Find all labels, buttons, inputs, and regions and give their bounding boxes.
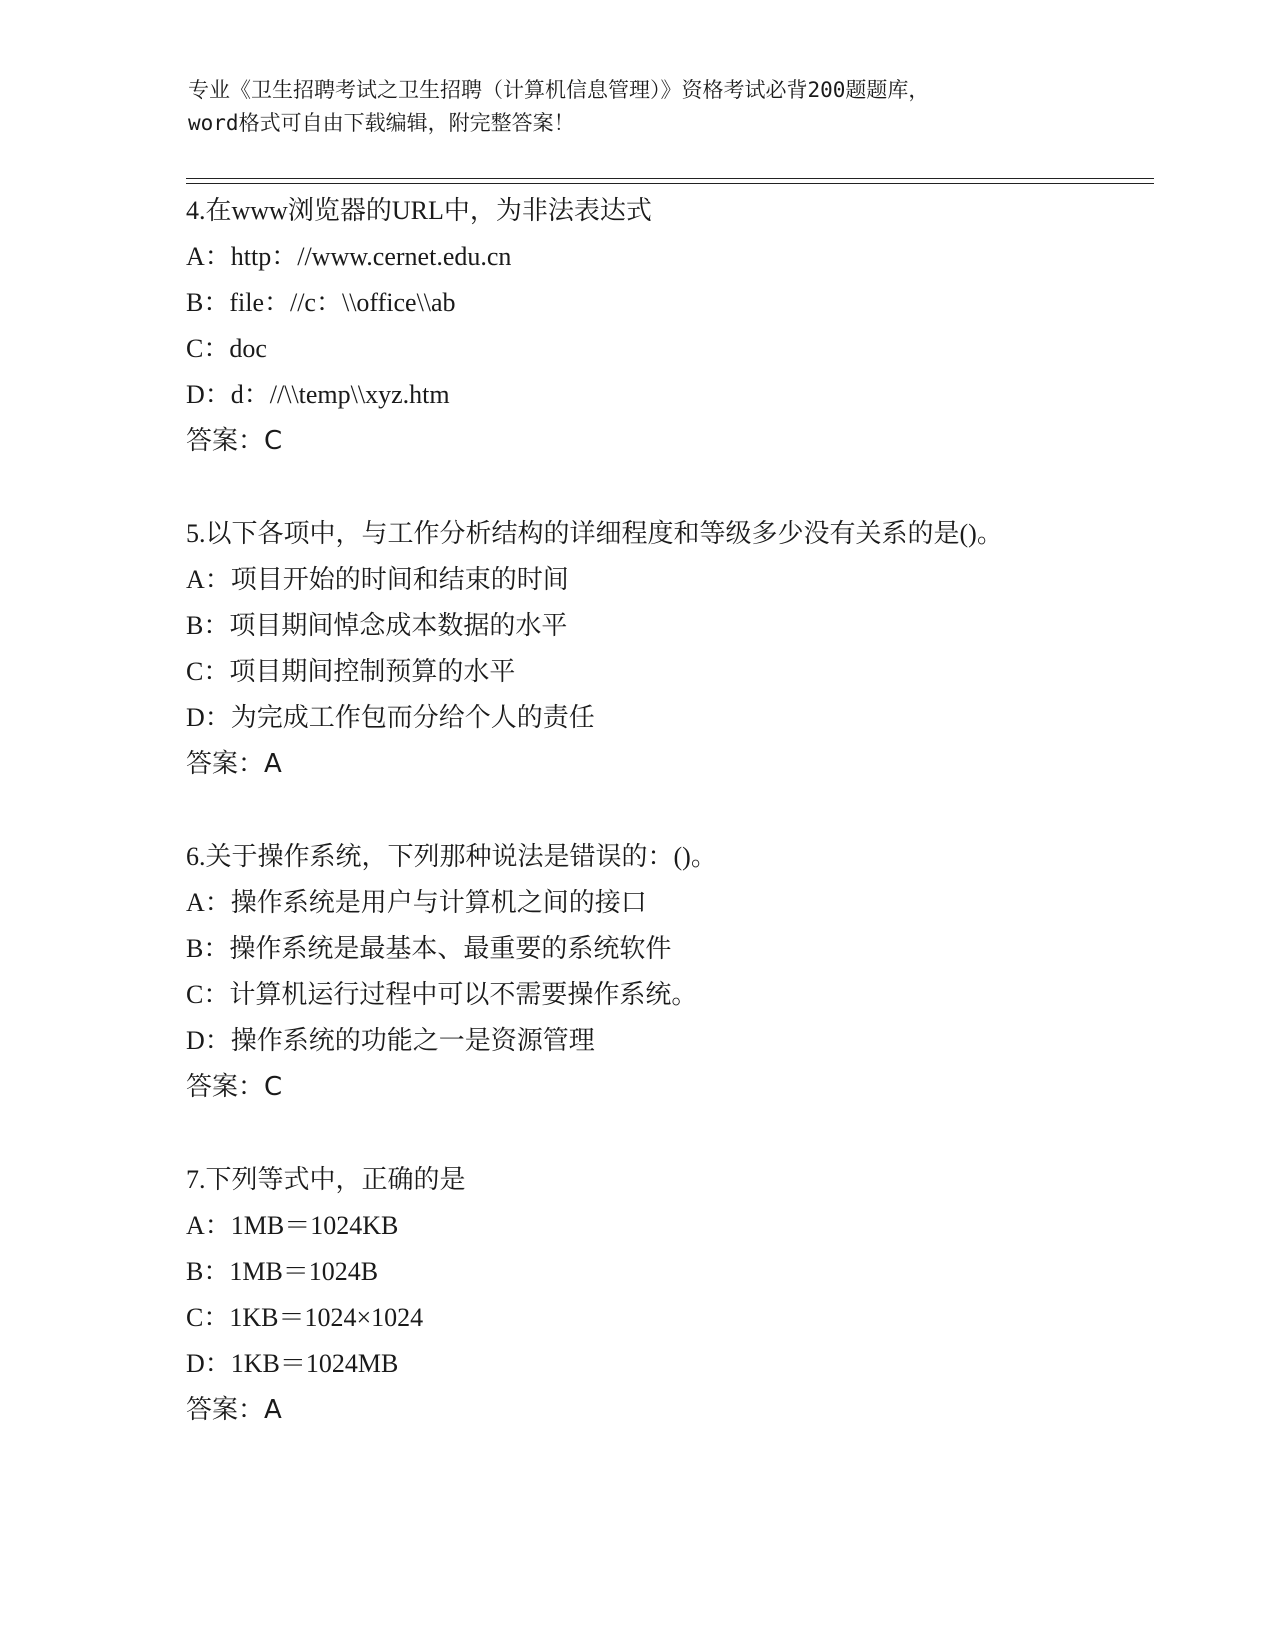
answer-label: 答案：C (186, 1072, 283, 1102)
option-a: A：操作系统是用户与计算机之间的接口 (186, 888, 647, 917)
header-line-1: 专业《卫生招聘考试之卫生招聘（计算机信息管理）》资格考试必背200题题库， (188, 78, 930, 102)
option-c: C：项目期间控制预算的水平 (186, 657, 516, 686)
header-divider-top (186, 178, 1154, 179)
header-line-2: word格式可自由下载编辑，附完整答案！ (188, 111, 575, 135)
option-a: A：http：//www.cernet.edu.cn (186, 242, 512, 271)
option-b: B：1MB＝1024B (186, 1257, 379, 1286)
document-header (188, 74, 1088, 140)
option-c: C：doc (186, 334, 267, 363)
option-d: D：1KB＝1024MB (186, 1349, 399, 1378)
question-5 (186, 511, 1086, 787)
question-4 (186, 188, 1086, 464)
option-d: D：d：//\\temp\\xyz.htm (186, 380, 450, 409)
question-7 (186, 1157, 1086, 1433)
option-a: A：1MB＝1024KB (186, 1211, 399, 1240)
option-d: D：为完成工作包而分给个人的责任 (186, 703, 595, 732)
question-stem: 5.以下各项中，与工作分析结构的详细程度和等级多少没有关系的是()。 (186, 519, 1003, 548)
question-6 (186, 834, 1086, 1110)
answer-label: 答案：A (186, 749, 282, 779)
answer-label: 答案：A (186, 1395, 282, 1425)
answer-label: 答案：C (186, 426, 283, 456)
option-a: A：项目开始的时间和结束的时间 (186, 565, 569, 594)
option-d: D：操作系统的功能之一是资源管理 (186, 1026, 595, 1055)
question-stem: 4.在www浏览器的URL中，为非法表达式 (186, 196, 652, 225)
option-c: C：计算机运行过程中可以不需要操作系统。 (186, 980, 698, 1009)
question-stem: 7.下列等式中，正确的是 (186, 1165, 466, 1194)
header-divider-bottom (186, 183, 1154, 184)
option-c: C：1KB＝1024×1024 (186, 1303, 424, 1332)
question-stem: 6.关于操作系统，下列那种说法是错误的：()。 (186, 842, 717, 871)
option-b: B：操作系统是最基本、最重要的系统软件 (186, 934, 672, 963)
option-b: B：项目期间悼念成本数据的水平 (186, 611, 568, 640)
option-b: B：file：//c：\\office\\ab (186, 288, 456, 317)
question-list (186, 188, 1086, 1480)
